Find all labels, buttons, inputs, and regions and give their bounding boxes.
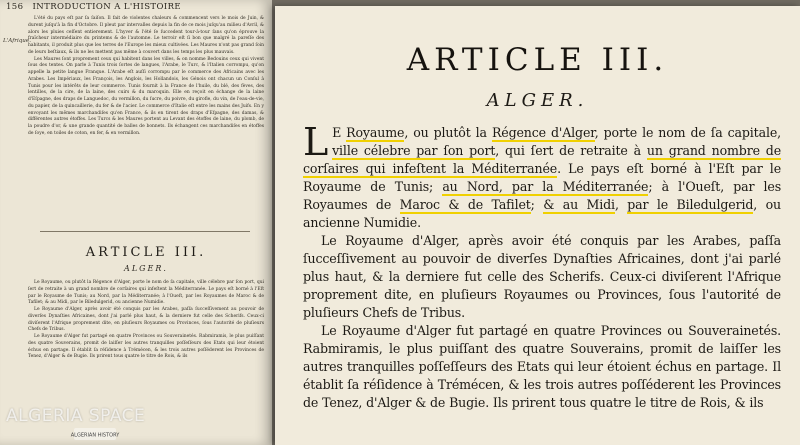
highlighted-phrase: & au Midi: [543, 197, 615, 212]
left-page-body: [28, 16, 264, 138]
text-run: ;: [530, 197, 544, 212]
highlighted-phrase: par le Biledulgerid: [627, 197, 754, 212]
highlighted-phrase: au Nord, par la Méditerranée: [442, 179, 649, 194]
left-paragraph: Les Maures ſont proprement ceux qui habitent dans les villes, & on nomme Bedouins ceux qui vivent ſous des tentes. On parle à Tunis trois ſortes de langues, l'Arabe, le Turc, & l'Italien corrompu, qu'on appelle la petite langue Franque. L'Arabe eſt auſſi corrompu par le commerce des Africains avec les Arabes. Les Impériaux, les François, les Anglois, les Hollandois, les Génois ont chacun un Conſul à Tunis pour les intérêts de leur commerce. Tunis fournit à la France de l'huile, du blé, des fèves, des lentilles, de la cire, de la laine, des cuirs & du maroquin. Elle en reçoit en échange de la laine d'Eſpagne, des draps de Languedoc, du vermillon, du ſucre, du poivre, du girofle, du vin, de l'eau-de-vie, du papier, de la quincaillerie, du fer & de l'acier. Le commerce d'Italie eſt entre les mains des Juifs. En y envoyant les mêmes marchandiſes qu'en France, & ils en tirent des draps d'Eſpagne, des damas, & différentes autres étoffes. Les Turcs & les Maures portent au Levant des étoffes de laine, du plomb, de la poudre d'or, & une grande quantité de balles de bonnets. Ils échangent ces marchandiſes en étoffes de ſoye, en toiles de coton, en fer, & en vermillon.: [28, 56, 264, 136]
highlighted-phrase: Régence d'Alger: [491, 125, 595, 140]
section-divider: [40, 231, 250, 232]
article-paragraph-2: Le Royaume d'Alger, après avoir été conquis par les Arabes, paſſa ſucceſſivement au pouvoir de diverſes Dynaſties Africaines, dont j'ai parlé plus haut, & la derniere fut celle des Scherifs. Ceux-ci diviſerent l'Afrique proprement dite, en pluſieurs Royaumes ou Provinces, ſous l'autorité de pluſieurs Chefs de Tribus.: [303, 233, 781, 320]
highlighted-phrase: ville célebre par ſon port: [332, 143, 496, 158]
watermark: [6, 406, 186, 442]
article-paragraph-3: Le Royaume d'Alger fut partagé en quatre Provinces ou Souverainetés. Rabmiramis, le plus puiſſant des quatre Souverains, promit de laiſſer les autres tranquilles poſſeſſeurs des Etats qui leur étoient échus en partage. Il établit ſa réſidence à Trémécen, & les trois autres poſſéderent les Provinces de Tenez, d'Alger & de Bugie. Ils prirent tous quatre le titre de Rois, & ils: [303, 323, 781, 410]
highlighted-phrase: Royaume: [346, 125, 405, 140]
text-run: . Le pays eſt borné à l'Eſt par le Royaume de Tunis;: [303, 161, 781, 194]
left-article-paragraph: Le Royaume d'Alger fut partagé en quatre Provinces ou Souverainetés. Rabmiramis, le plus puiſſant des quatre Souverains, promit de laiſſer les autres tranquilles poſſeſſeurs des Etats qui leur étoient échus en partage. Il établit ſa réſidence à Trémécen, & les trois autres poſſéderent les Provinces de Tenez, d'Alger & de Bugie. Ils prirent tous quatre le titre de Rois, & ils: [28, 334, 264, 360]
right-page: [275, 6, 800, 445]
watermark-text: ALGERIA SPACE: [6, 406, 146, 426]
watermark-tagline: ALGERIAN HISTORY: [70, 432, 120, 439]
text-run: , ou ancienne Numidie.: [303, 197, 781, 230]
article-body: [303, 120, 782, 412]
highlighted-phrase: un grand nombre de corſaires qui infeſtent la Méditerranée: [303, 143, 782, 176]
left-paragraph: L'été du pays eſt par ſa ſaiſon. Il fait de violentes chaleurs & commencent vers le mois de Juin, & durent juſqu'à la fin d'Octobre. Il pleut par intervalles depuis la fin de ce mois juſqu'au milieu d'Avril, & alors les pluies ceſſent entierement. L'hyver & l'été ſe ſuccedent tour-à-tour ſans qu'on éprouve la fraîcheur intermédiaire du printems & de l'automne. Le terroir eſt ſi bon que malgré la pareſſe des habitants, il produit plus que les terres de l'Europe les mieux cultivées. Les Maures n'ont pas grand ſoin de leurs beſtiaux, & ils ne les mettent pas même à couvert dans les temps les plus mauvais.: [28, 16, 264, 55]
running-header: [6, 2, 268, 12]
text-run: ,: [614, 197, 628, 212]
text-run: , qui ſert de retraite à: [495, 143, 647, 158]
margin-note: L'Afrique.: [3, 38, 31, 44]
article-title: ARTICLE III.: [406, 42, 669, 78]
text-run: E: [332, 125, 347, 140]
text-run: , porte le nom de ſa capitale,: [594, 125, 781, 140]
page-number: 156: [6, 2, 24, 12]
drop-cap: L: [303, 120, 329, 164]
running-head-title: INTRODUCTION A L'HISTOIRE: [32, 2, 182, 12]
left-article-paragraph: Le Royaume d'Alger, après avoir été conquis par les Arabes, paſſa ſucceſſivement au pouvoir de diverſes Dynaſties Africaines, dont j'ai parlé plus haut, & la derniere fut celle des Scherifs. Ceux-ci diviſerent l'Afrique proprement dite, en pluſieurs Royaumes ou Provinces, ſous l'autorité de pluſieurs Chefs de Tribus.: [28, 307, 264, 333]
article-paragraph-1: [303, 120, 782, 232]
left-article-subtitle: ALGER.: [124, 264, 168, 273]
article-subtitle: ALGER.: [486, 90, 589, 111]
text-run: , ou plutôt la: [404, 125, 492, 140]
watermark-emblem-icon: [70, 428, 120, 440]
text-run: ; à l'Oueſt, par les Royaumes de: [303, 179, 782, 212]
left-page: [0, 0, 272, 445]
left-article-paragraph: Le Royaume, ou plutôt la Régence d'Alger, porte le nom de ſa capitale, ville célebre par ſon port, qui ſert de retraite à un grand nombre de corſaires qui infeſtent la Méditerranée. Le pays eſt borné à l'Eſt par le Royaume de Tunis; au Nord, par la Méditerranée; à l'Oueſt, par les Royaumes de Maroc & de Tafilet; & au Midi, par le Biledulgerid, ou ancienne Numidie.: [28, 280, 264, 306]
highlighted-phrase: Maroc & de Tafilet: [399, 197, 531, 212]
left-article-title: ARTICLE III.: [85, 245, 207, 260]
left-article-body: [28, 280, 264, 361]
